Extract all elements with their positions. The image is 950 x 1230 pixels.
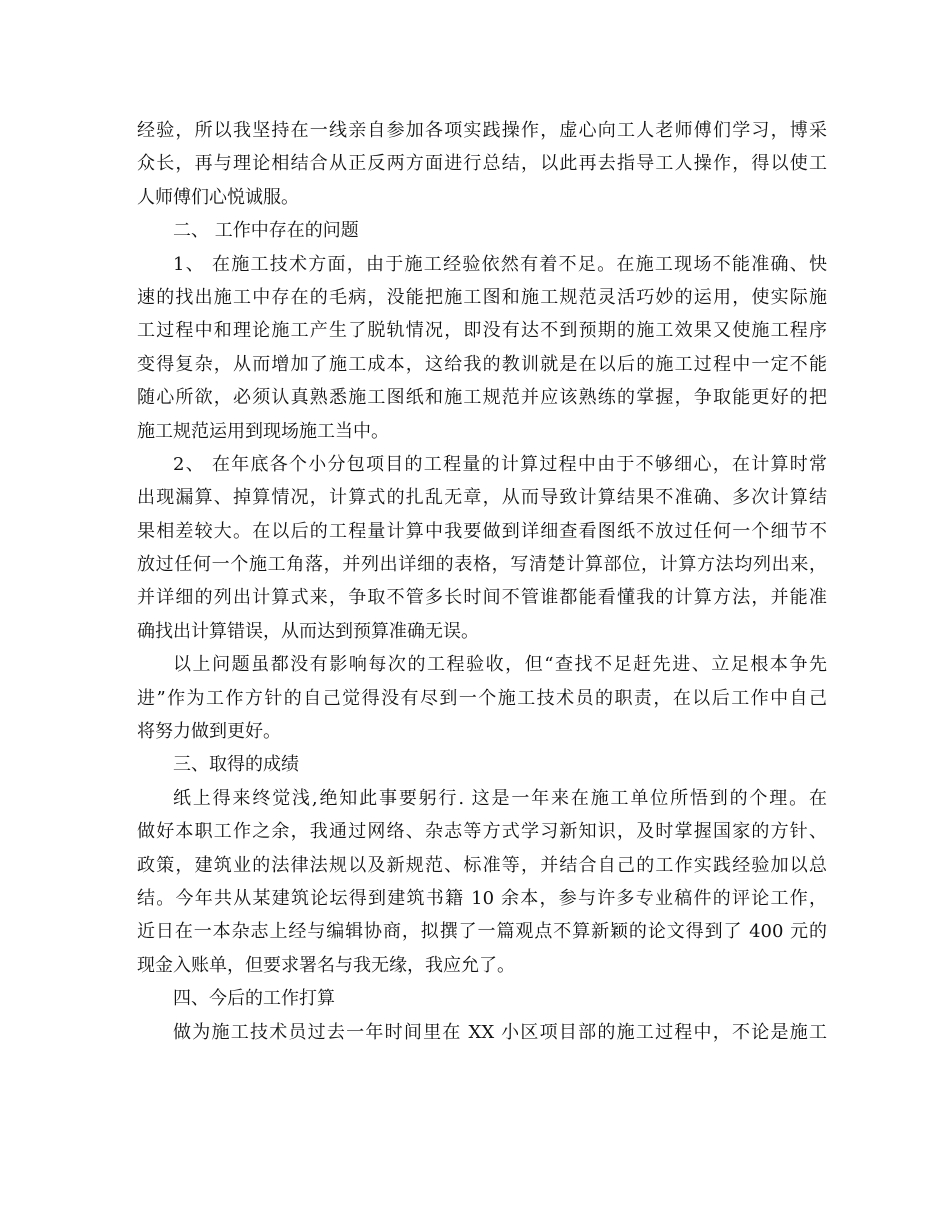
text-line: 二、 工作中存在的问题 [173, 220, 359, 242]
text-line: 随心所欲，必须认真熟悉施工图纸和施工规范并应该熟练的掌握，争取能更好的把 [137, 387, 827, 409]
text-line: 变得复杂，从而增加了施工成本，这给我的教训就是在以后的施工过程中一定不能 [137, 353, 827, 375]
text-line: 施工规范运用到现场施工当中。 [137, 420, 389, 442]
text-line: 经验，所以我坚持在一线亲自参加各项实践操作，虚心向工人老师傅们学习，博采 [137, 120, 827, 141]
text-line: 三、取得的成绩 [173, 754, 299, 776]
text-line: 将努力做到更好。 [137, 721, 281, 743]
text-line: 2、 在年底各个小分包项目的工程量的计算过程中由于不够细心，在计算时常 [173, 453, 827, 475]
text-line: 人师傅们心悦诚服。 [137, 186, 299, 208]
text-line: 现金入账单，但要求署名与我无缘，我应允了。 [137, 954, 515, 976]
text-line: 结。今年共从某建筑论坛得到建筑书籍 10 余本，参与许多专业稿件的评论工作， [137, 887, 827, 909]
text-line: 果相差较大。在以后的工程量计算中我要做到详细查看图纸不放过任何一个细节不 [137, 520, 827, 542]
text-line: 做好本职工作之余，我通过网络、杂志等方式学习新知识，及时掌握国家的方针、 [137, 821, 827, 843]
document-body [137, 114, 827, 1049]
text-line: 众长，再与理论相结合从正反两方面进行总结，以此再去指导工人操作，得以使工 [137, 153, 827, 175]
text-line: 进”作为工作方针的自己觉得没有尽到一个施工技术员的职责，在以后工作中自己 [137, 687, 827, 709]
text-line: 近日在一本杂志上经与编辑协商，拟撰了一篇观点不算新颖的论文得到了 400 元的 [137, 921, 827, 943]
text-line: 做为施工技术员过去一年时间里在 XX 小区项目部的施工过程中，不论是施工 [173, 1021, 827, 1043]
text-line: 并详细的列出计算式来，争取不管多长时间不管谁都能看懂我的计算方法，并能准 [137, 587, 827, 609]
text-line: 1、 在施工技术方面，由于施工经验依然有着不足。在施工现场不能准确、快 [173, 253, 827, 275]
text-line: 放过任何一个施工角落，并列出详细的表格，写清楚计算部位，计算方法均列出来， [137, 554, 827, 576]
text-line: 工过程中和理论施工产生了脱轨情况，即没有达不到预期的施工效果又使施工程序 [137, 320, 827, 342]
text-line: 以上问题虽都没有影响每次的工程验收，但“查找不足赶先进、立足根本争先 [173, 654, 827, 676]
text-line: 政策，建筑业的法律法规以及新规范、标准等，并结合自己的工作实践经验加以总 [137, 854, 827, 876]
text-line: 确找出计算错误，从而达到预算准确无误。 [137, 620, 479, 642]
text-line: 四、今后的工作打算 [173, 988, 335, 1010]
text-line: 纸上得来终觉浅,绝知此事要躬行. 这是一年来在施工单位所悟到的个理。在 [173, 787, 827, 809]
text-line: 出现漏算、掉算情况，计算式的扎乱无章，从而导致计算结果不准确、多次计算结 [137, 487, 827, 509]
text-line: 速的找出施工中存在的毛病，没能把施工图和施工规范灵活巧妙的运用，使实际施 [137, 286, 827, 308]
